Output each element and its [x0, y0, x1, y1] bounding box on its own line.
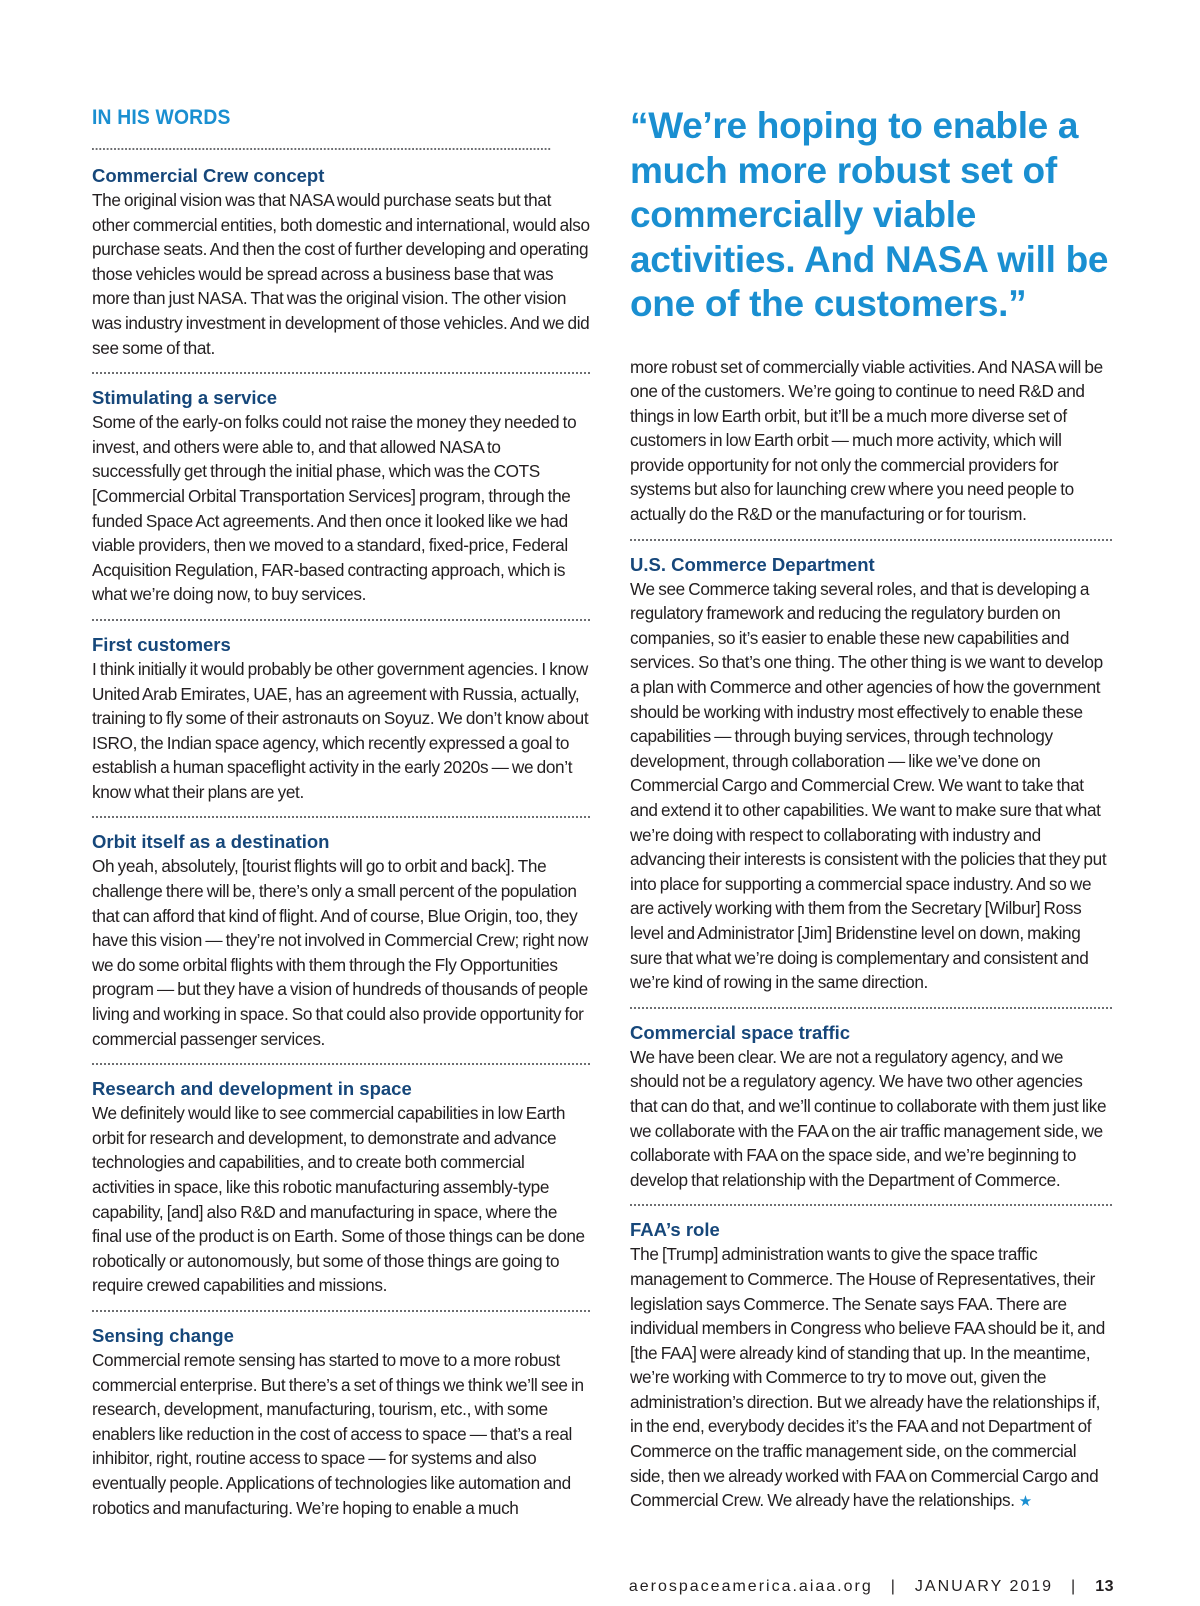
- section-body: I think initially it would probably be other government agencies. I know United Arab Emirates, UAE, has an agreement with Russia, actually, training to fly some of their astronauts on Soyuz. We don’t know about ISRO, the Indian space agency, which recently expressed a goal to establish a human spaceflight activity in the early 2020s — we don’t know what their plans are yet.: [92, 658, 589, 802]
- left-column: [92, 106, 590, 1544]
- section-body: The original vision was that NASA would purchase seats but that other commercial entities, both domestic and international, would also purchase seats. And then the cost of further developing and operating those vehicles would be spread across a business base that was more than just NASA. That was the original vision. The other vision was industry investment in development of those vehicles. And we did see some of that.: [92, 190, 590, 358]
- kicker: IN HIS WORDS: [92, 106, 550, 150]
- section-commercial-space-traffic: [630, 1021, 1112, 1207]
- faa-role-body-text: The [Trump] administration wants to give the space traffic management to Commerce. The House of Representatives, their legislation says Commerce. The Senate says FAA. There are individual members in Congress who believe FAA should be it, and [the FAA] were already kind of standing that up. In the meantime, we’re working with Commerce to try to move out, given the administration’s direction. But we already have the relationships if, in the end, everybody decides it’s the FAA and not Department of Commerce on the traffic management side, on the commercial side, then we already worked with FAA on Commercial Cargo and Commercial Crew. We already have the relationships.: [630, 1244, 1105, 1511]
- section-heading: First customers: [92, 633, 231, 655]
- section-heading: FAA’s role: [630, 1219, 720, 1241]
- section-heading: Commercial space traffic: [630, 1021, 851, 1043]
- section-body: Some of the early-on folks could not raise the money they needed to invest, and others were able to, and that allowed NASA to successfully get through the initial phase, which was the COTS [Commercial Orbital Transportation Services] program, through the funded Space Act agreements. And then once it looked like we had viable providers, then we moved to a standard, fixed-price, Federal Acquisition Regulation, FAR-based contracting approach, which is what we’re doing now, to buy services.: [92, 412, 577, 605]
- page-footer: [629, 1578, 1114, 1596]
- section-body: Commercial remote sensing has started to move to a more robust commercial enterprise. But there’s a set of things we think we’ll see in research, development, manufacturing, tourism, etc., with some enablers like reduction in the cost of access to space — that’s a real inhibitor, right, routine access to space — for systems and also eventually people. Applications of technologies like automation and robotics and manufacturing. We’re hoping to enable a much: [92, 1349, 584, 1518]
- section-body: [630, 1242, 1112, 1515]
- section-sensing-change: [92, 1324, 590, 1532]
- continuation-body: more robust set of commercially viable activities. And NASA will be one of the customers. We’re going to continue to need R&D and things in low Earth orbit, but it’ll be a much more diverse set of customers in low Earth orbit — much more activity, which will provide opportunity for not only the commercial providers for systems but also for launching crew where you need people to actually do the R&D or the manufacturing or for tourism.: [630, 356, 1103, 525]
- pull-quote: “We’re hoping to enable a much more robust set of commercially viable activities. And NASA will be one of the customers.”: [630, 105, 1109, 324]
- section-heading: Research and development in space: [92, 1078, 412, 1100]
- section-us-commerce-department: [630, 553, 1112, 1009]
- section-heading: Sensing change: [92, 1324, 234, 1346]
- section-faa-role: [630, 1218, 1112, 1527]
- section-commercial-crew-concept: [92, 164, 590, 374]
- footer-site: aerospaceamerica.aiaa.org: [628, 1578, 873, 1595]
- section-heading: Orbit itself as a destination: [92, 831, 330, 853]
- section-body: We see Commerce taking several roles, and that is developing a regulatory framework and reducing the regulatory burden on companies, so it’s easier to enable these new capabilities and services. So that’s one thing. The other thing is we want to develop a plan with Commerce and other agencies of how the government should be working with industry most effectively to enable these capabilities — through buying services, through technology development, through collaboration — like we’ve done on Commercial Cargo and Commercial Crew. We want to take that and extend it to other capabilities. We want to make sure that what we’re doing with respect to collaborating with industry and advancing their interests is consistent with the policies that they put into place for supporting a commercial space industry. And so we are actively working with them from the Secretary [Wilbur] Ross level and Administrator [Jim] Bridenstine level on down, making sure that what we’re doing is complementary and consistent and we’re kind of rowing in the same direction.: [630, 578, 1107, 993]
- footer-issue: JANUARY 2019: [914, 1578, 1054, 1595]
- footer-separator: |: [890, 1578, 897, 1595]
- right-column: [630, 104, 1112, 1539]
- end-star-icon: ★: [1018, 1493, 1032, 1511]
- footer-separator: |: [1071, 1578, 1078, 1595]
- section-heading: U.S. Commerce Department: [630, 553, 875, 575]
- section-stimulating-a-service: [92, 386, 590, 621]
- section-heading: Commercial Crew concept: [92, 165, 325, 186]
- page-number: 13: [1095, 1578, 1114, 1595]
- section-heading: Stimulating a service: [92, 387, 278, 409]
- section-orbit-as-destination: [92, 830, 590, 1065]
- section-body: Oh yeah, absolutely, [tourist flights will go to orbit and back]. The challenge there will be, there’s only a small percent of the population that can afford that kind of flight. And of course, Blue Origin, too, they have this vision — they’re not involved in Commercial Crew; right now we do some orbital flights with them through the Fly Opportunities program — but they have a vision of hundreds of thousands of people living and working in space. So that could also provide opportunity for commercial passenger services.: [92, 856, 588, 1049]
- section-research-and-development: [92, 1077, 590, 1312]
- continued-text: [630, 355, 1112, 541]
- section-body: We definitely would like to see commercial capabilities in low Earth orbit for research and development, to demonstrate and advance technologies and capabilities, and to create both commercial activities in space, like this robotic manufacturing assembly-type capability, [and] also R&D and manufacturing in space, where the final use of the product is on Earth. Some of those things can be done robotically or autonomously, but some of those things are going to require crewed capabilities and missions.: [92, 1103, 585, 1296]
- section-body: We have been clear. We are not a regulatory agency, and we should not be a regulatory agency. We have two other agencies that can do that, and we’ll continue to collaborate with them just like we collaborate with the FAA on the air traffic management side, we collaborate with FAA on the space side, and we’re beginning to develop that relationship with the Department of Commerce.: [630, 1046, 1107, 1190]
- section-first-customers: [92, 633, 590, 819]
